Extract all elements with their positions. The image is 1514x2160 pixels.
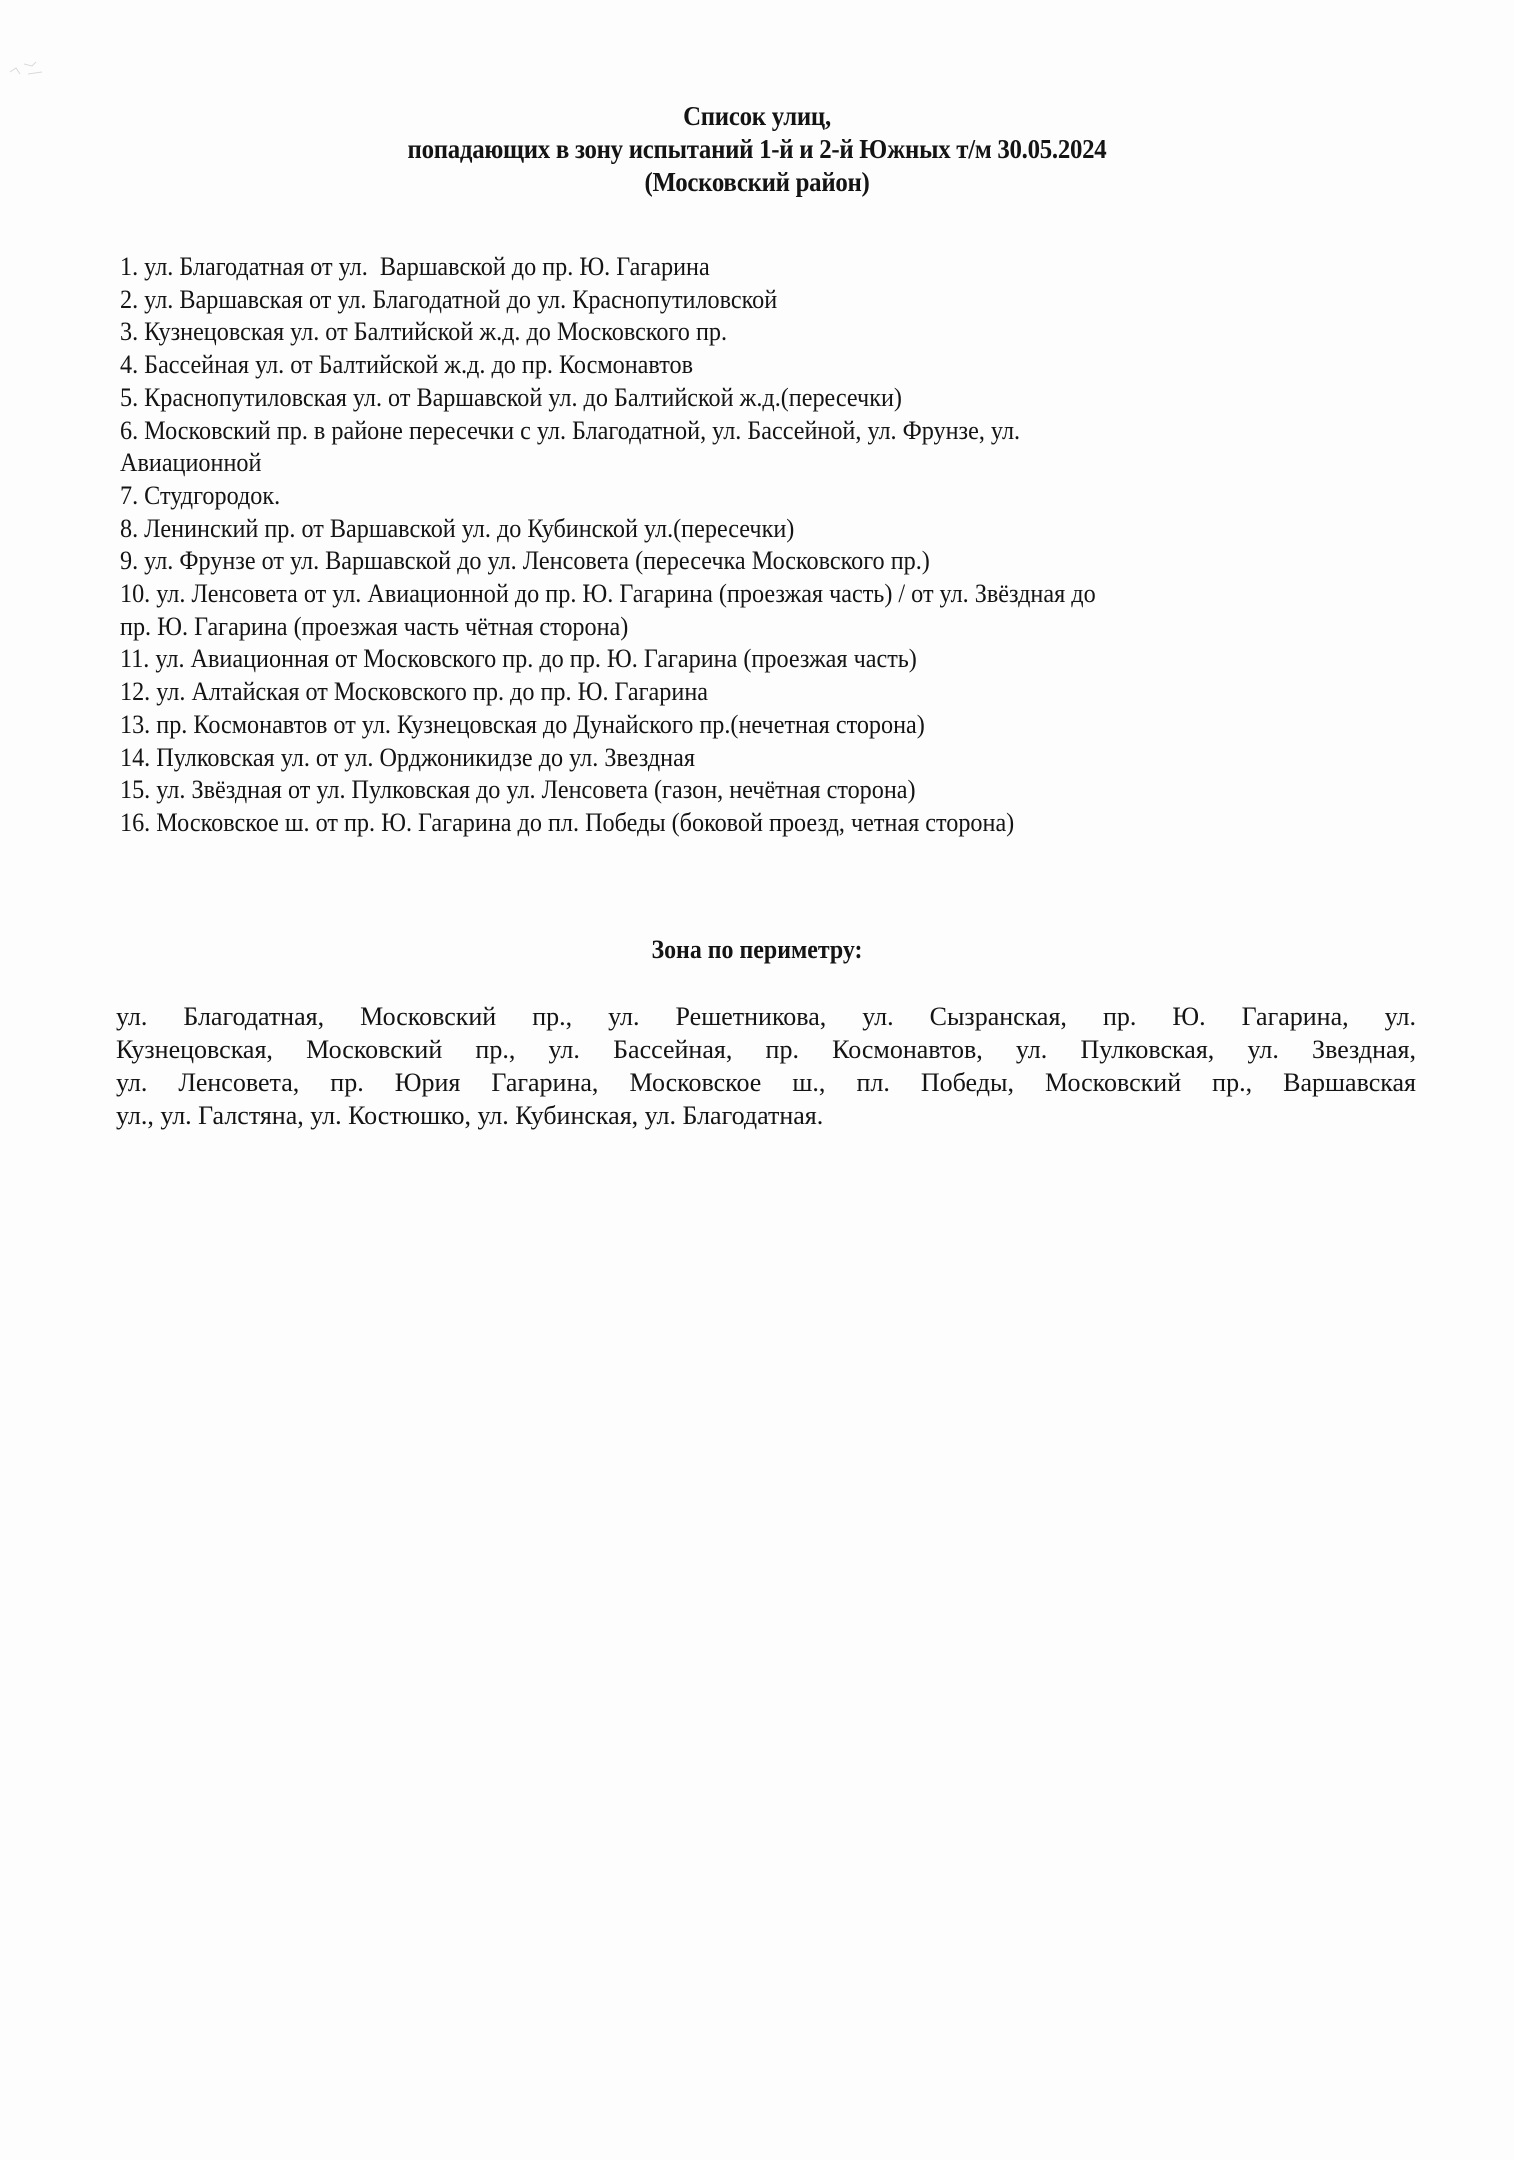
list-item: 1. ул. Благодатная от ул. Варшавской до пр. Ю. Гагарина	[120, 252, 710, 281]
perimeter-line: ул. Ленсовета, пр. Юрия Гагарина, Московское ш., пл. Победы, Московский пр., Варшавская	[116, 1068, 1416, 1097]
list-item: 10. ул. Ленсовета от ул. Авиационной до пр. Ю. Гагарина (проезжая часть) / от ул. Звёздная до пр. Ю. Гагарина (проезжая часть чётная сторона)	[120, 579, 1096, 641]
list-item: 2. ул. Варшавская от ул. Благодатной до ул. Краснопутиловской	[120, 284, 778, 314]
list-item: 13. пр. Космонавтов от ул. Кузнецовская до Дунайского пр.(нечетная сторона)	[120, 709, 925, 739]
title-line-3: (Московский район)	[644, 167, 870, 197]
perimeter-line: ул., ул. Галстяна, ул. Костюшко, ул. Кубинская, ул. Благодатная.	[116, 1101, 824, 1130]
list-item: 15. ул. Звёздная от ул. Пулковская до ул. Ленсовета (газон, нечётная сторона)	[120, 775, 916, 805]
title-line-1: Список улиц,	[683, 101, 831, 131]
list-item: 14. Пулковская ул. от ул. Орджоникидзе до ул. Звездная	[120, 742, 695, 772]
list-item: 16. Московское ш. от пр. Ю. Гагарина до пл. Победы (боковой проезд, четная сторона)	[120, 807, 1015, 837]
list-item: 12. ул. Алтайская от Московского пр. до пр. Ю. Гагарина	[120, 677, 709, 707]
document-title	[61, 100, 1454, 199]
list-item: 4. Бассейная ул. от Балтийской ж.д. до пр. Космонавтов	[120, 350, 693, 380]
list-item: 7. Студгородок.	[120, 480, 281, 510]
scan-artifact-icon	[8, 58, 48, 80]
list-item: 3. Кузнецовская ул. от Балтийской ж.д. до Московского пр.	[120, 317, 728, 347]
perimeter-paragraph	[116, 1000, 1416, 1132]
list-item: 5. Краснопутиловская ул. от Варшавской ул. до Балтийской ж.д.(пересечки)	[120, 382, 902, 412]
list-item: 8. Ленинский пр. от Варшавской ул. до Кубинской ул.(пересечки)	[120, 513, 795, 543]
list-item: 11. ул. Авиационная от Московского пр. до пр. Ю. Гагарина (проезжая часть)	[120, 644, 917, 674]
perimeter-title: Зона по периметру:	[651, 935, 863, 964]
title-line-2: попадающих в зону испытаний 1-й и 2-й Южных т/м 30.05.2024	[407, 134, 1107, 164]
perimeter-line: Кузнецовская, Московский пр., ул. Бассейная, пр. Космонавтов, ул. Пулковская, ул. Звездная,	[116, 1035, 1416, 1064]
list-item: 9. ул. Фрунзе от ул. Варшавской до ул. Ленсовета (пересечка Московского пр.)	[120, 546, 930, 576]
perimeter-line: ул. Благодатная, Московский пр., ул. Решетникова, ул. Сызранская, пр. Ю. Гагарина, ул.	[116, 1002, 1416, 1031]
list-item: 6. Московский пр. в районе пересечки с ул. Благодатной, ул. Бассейной, ул. Фрунзе, ул. Авиационной	[120, 415, 1021, 478]
street-list	[120, 251, 1420, 840]
